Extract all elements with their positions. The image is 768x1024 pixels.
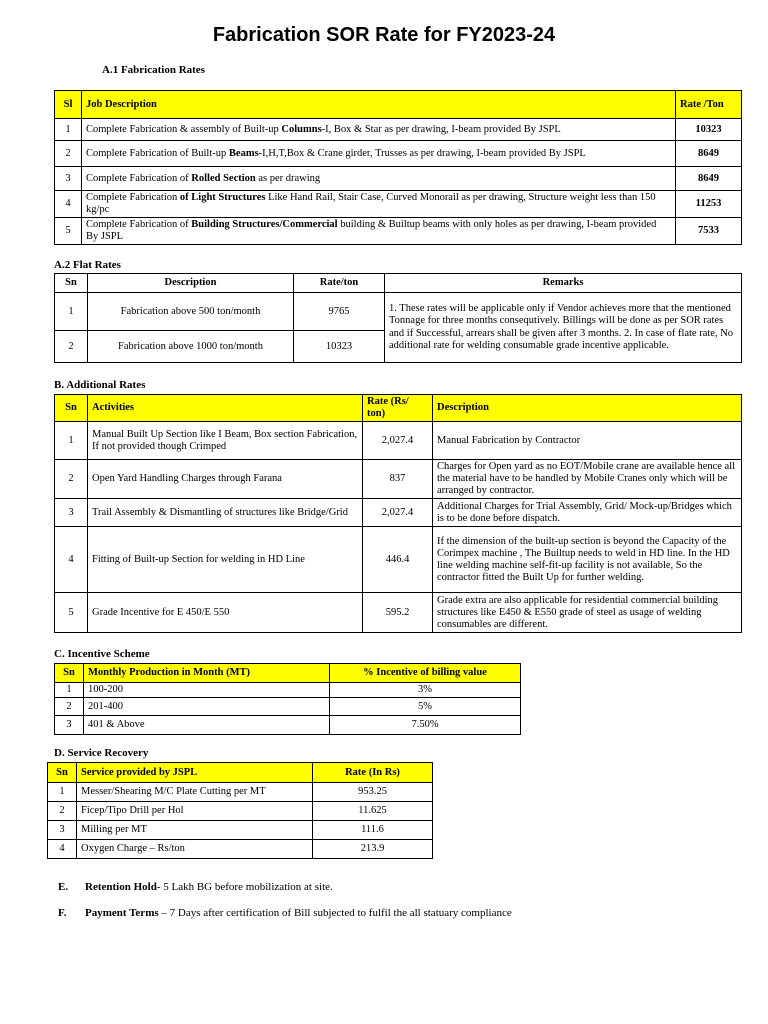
row-incentive: 3%: [330, 683, 521, 698]
header-rate: Rate (In Rs): [313, 763, 433, 783]
table-row: [55, 218, 742, 245]
table-row: [48, 783, 433, 802]
table-row: [55, 683, 521, 698]
table-row: [48, 821, 433, 840]
row-rate: 8649: [676, 167, 742, 191]
row-rate: 7533: [676, 218, 742, 245]
row-activity: Fitting of Built-up Section for welding in HD Line: [88, 527, 363, 593]
row-rate: 10323: [294, 331, 385, 363]
row-production: 201-400: [84, 698, 330, 716]
header-activities: Activities: [88, 395, 363, 422]
service-recovery-table: [47, 762, 433, 859]
table-row: [55, 499, 742, 527]
row-sn: 4: [48, 840, 77, 859]
table-row: [55, 716, 521, 735]
header-monthly-production: Monthly Production in Month (MT): [84, 664, 330, 683]
row-rate: 446.4: [363, 527, 433, 593]
row-production: 100-200: [84, 683, 330, 698]
header-service: Service provided by JSPL: [77, 763, 313, 783]
row-description: Additional Charges for Trial Assembly, Grid/ Mock-up/Bridges which is to be done before dispatch.: [433, 499, 742, 527]
header-sn: Sn: [48, 763, 77, 783]
header-sn: Sn: [55, 274, 88, 293]
table-row: [55, 593, 742, 633]
note-letter: F.: [58, 907, 67, 919]
header-sn: Sn: [55, 395, 88, 422]
remarks-cell: 1. These rates will be applicable only if Vendor achieves more that the mentioned Tonnage for three months consequtively. Billings will be done as per SOR rates and if Successful, arrears shall be given after 3 months. 2. In case of flate rate, No additional rate for welding consumable grade incentive applicable.: [385, 293, 742, 363]
table-row: [55, 167, 742, 191]
row-activity: Manual Built Up Section like I Beam, Box section Fabrication, If not provided though Crimped: [88, 422, 363, 460]
row-activity: Grade Incentive for E 450/E 550: [88, 593, 363, 633]
row-rate: 837: [363, 460, 433, 499]
table-row: [48, 802, 433, 821]
incentive-scheme-table: [54, 663, 521, 735]
fabrication-rates-table: [54, 90, 742, 245]
row-service: Oxygen Charge – Rs/ton: [77, 840, 313, 859]
row-sn: 4: [55, 527, 88, 593]
header-rate: Rate (Rs/ ton): [363, 395, 433, 422]
table-row: [55, 119, 742, 141]
table-row: [55, 191, 742, 218]
row-activity: Open Yard Handling Charges through Farana: [88, 460, 363, 499]
retention-hold-note: [58, 881, 333, 893]
header-rate: Rate/ton: [294, 274, 385, 293]
row-description: Fabrication above 500 ton/month: [88, 293, 294, 331]
header-sl: Sl: [55, 91, 82, 119]
row-sn: 1: [48, 783, 77, 802]
note-label: Retention Hold: [85, 881, 157, 893]
additional-rates-table: [54, 394, 742, 633]
row-service: Milling per MT: [77, 821, 313, 840]
row-rate: 111.6: [313, 821, 433, 840]
row-sl: 3: [55, 167, 82, 191]
page-title: Fabrication SOR Rate for FY2023-24: [212, 24, 556, 46]
row-sn: 1: [55, 293, 88, 331]
row-sn: 2: [55, 331, 88, 363]
row-description: Manual Fabrication by Contractor: [433, 422, 742, 460]
note-text: - 5 Lakh BG before mobilization at site.: [156, 881, 333, 893]
note-text: – 7 Days after certification of Bill subjected to fulfil the all statuary compliance: [158, 907, 512, 919]
row-service: Ficep/Tipo Drill per Hol: [77, 802, 313, 821]
header-rate: Rate /Ton: [676, 91, 742, 119]
row-sn: 3: [48, 821, 77, 840]
row-sl: 2: [55, 141, 82, 167]
row-sn: 1: [55, 683, 84, 698]
row-activity: Trail Assembly & Dismantling of structures like Bridge/Grid: [88, 499, 363, 527]
table-row: [55, 141, 742, 167]
row-description: Complete Fabrication of Rolled Section as per drawing: [82, 167, 676, 191]
row-rate: 11253: [676, 191, 742, 218]
row-description: Complete Fabrication & assembly of Built-up Columns-I, Box & Star as per drawing, I-beam provided By JSPL: [82, 119, 676, 141]
row-rate: 595.2: [363, 593, 433, 633]
row-rate: 10323: [676, 119, 742, 141]
row-rate: 2,027.4: [363, 422, 433, 460]
table-row: [55, 698, 521, 716]
header-incentive: % Incentive of billing value: [330, 664, 521, 683]
flat-rates-table: [54, 273, 742, 363]
header-job-description: Job Description: [82, 91, 676, 119]
row-description: Complete Fabrication of Built-up Beams-I,H,T,Box & Crane girder, Trusses as per drawing, I-beam provided By JSPL: [82, 141, 676, 167]
header-description: Description: [433, 395, 742, 422]
section-d-heading: D. Service Recovery: [54, 747, 149, 759]
row-rate: 213.9: [313, 840, 433, 859]
section-b-heading: B. Additional Rates: [54, 379, 146, 391]
table-row: [55, 460, 742, 499]
row-sl: 5: [55, 218, 82, 245]
row-sn: 2: [48, 802, 77, 821]
note-label: Payment Terms: [85, 907, 159, 919]
row-rate: 11.625: [313, 802, 433, 821]
section-a2-heading: A.2 Flat Rates: [54, 259, 121, 271]
row-sn: 3: [55, 716, 84, 735]
row-description: Grade extra are also applicable for residential commercial building structures like E450 & E550 grade of steel as usage of welding consumables are different.: [433, 593, 742, 633]
row-sn: 5: [55, 593, 88, 633]
row-sn: 2: [55, 460, 88, 499]
row-incentive: 5%: [330, 698, 521, 716]
row-sl: 1: [55, 119, 82, 141]
row-description: Fabrication above 1000 ton/month: [88, 331, 294, 363]
row-description: Complete Fabrication of Light Structures Like Hand Rail, Stair Case, Curved Monorail as per drawing, Structure weight less than 150 kg/pc: [82, 191, 676, 218]
table-row: [48, 840, 433, 859]
row-sn: 3: [55, 499, 88, 527]
row-rate: 953.25: [313, 783, 433, 802]
header-remarks: Remarks: [385, 274, 742, 293]
table-row: [55, 527, 742, 593]
note-letter: E.: [58, 881, 69, 893]
row-description: Complete Fabrication of Building Structures/Commercial building & Builtup beams with only holes as per drawing, I-beam provided By JSPL: [82, 218, 676, 245]
row-production: 401 & Above: [84, 716, 330, 735]
row-description: If the dimension of the built-up section is beyond the Capacity of the Corimpex machine , The Builtup needs to weld in HD line. In the HD line welding machine self-fit-up facility is not available, So the contractor fitted the Built Up for further welding.: [433, 527, 742, 593]
row-sn: 2: [55, 698, 84, 716]
row-sl: 4: [55, 191, 82, 218]
table-row: [55, 422, 742, 460]
table-row: [55, 293, 742, 331]
section-c-heading: C. Incentive Scheme: [54, 648, 150, 660]
header-description: Description: [88, 274, 294, 293]
header-sn: Sn: [55, 664, 84, 683]
row-service: Messer/Shearing M/C Plate Cutting per MT: [77, 783, 313, 802]
row-sn: 1: [55, 422, 88, 460]
row-incentive: 7.50%: [330, 716, 521, 735]
section-a1-heading: A.1 Fabrication Rates: [102, 64, 205, 76]
row-rate: 8649: [676, 141, 742, 167]
row-description: Charges for Open yard as no EOT/Mobile crane are available hence all the material have to be handled by Mobile Cranes only which will be arranged by contractor.: [433, 460, 742, 499]
row-rate: 9765: [294, 293, 385, 331]
payment-terms-note: [58, 907, 512, 919]
row-rate: 2,027.4: [363, 499, 433, 527]
